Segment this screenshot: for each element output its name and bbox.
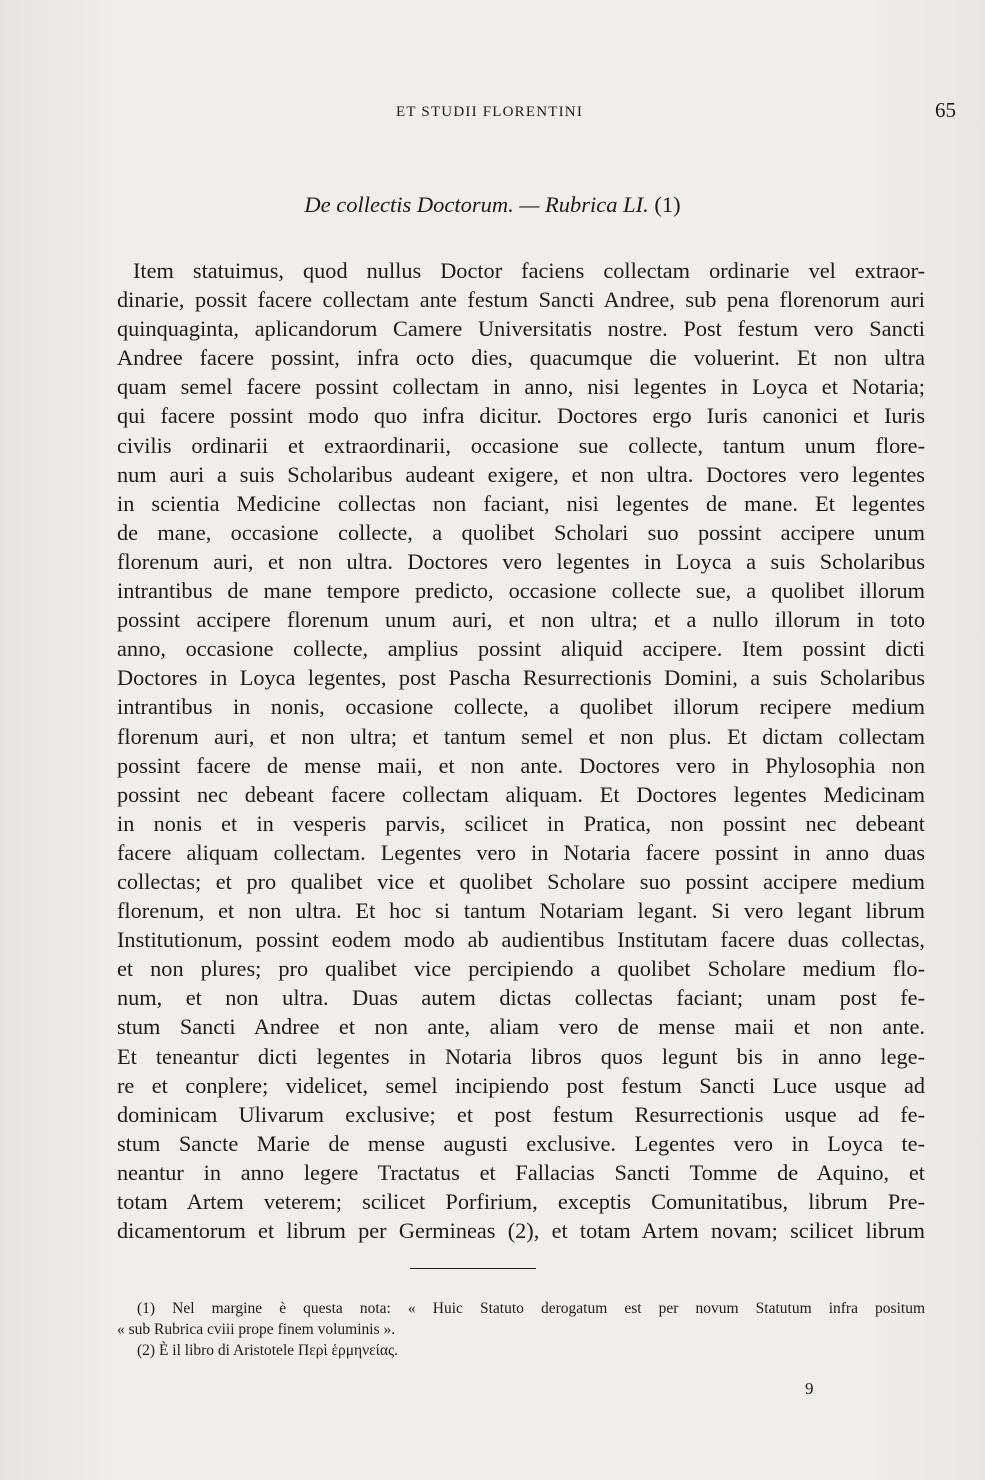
text-line: facere aliquam collectam. Legentes vero in Notaria facere possint in anno duas — [117, 839, 925, 865]
text-line: quinquaginta, aplicandorum Camere Universitatis nostre. Post festum vero Sancti — [117, 316, 925, 342]
footnote-1-line-1: (1) Nel margine è questa nota: « Huic Statuto derogatum est per novum Statutum infra positum — [137, 1300, 925, 1317]
footnote-1-line-2: « sub Rubrica cviii prope finem voluminis ». — [117, 1321, 396, 1338]
text-line: possint facere de mense maii, et non ante. Doctores vero in Phylosophia non — [117, 752, 925, 778]
text-line: qui facere possint modo quo infra dicitur. Doctores ergo Iuris canonici et Iuris — [117, 403, 925, 429]
footnote-2: (2) È il libro di Aristotele Περὶ ἑρμηνείας. — [137, 1342, 398, 1359]
text-line: quam semel facere possint collectam in anno, nisi legentes in Loyca et Notaria; — [117, 374, 925, 400]
text-line: possint accipere florenum unum auri, et non ultra; et a nullo illorum in toto — [117, 607, 925, 633]
text-line: anno, occasione collecte, amplius possint aliquid accipere. Item possint dicti — [117, 636, 925, 662]
text-line: neantur in anno legere Tractatus et Fallacias Sancti Tomme de Aquino, et — [117, 1159, 925, 1185]
text-line: Doctores in Loyca legentes, post Pascha Resurrectionis Domini, a suis Scholaribus — [117, 665, 925, 691]
text-line: possint nec debeant facere collectam aliquam. Et Doctores legentes Medicinam — [117, 781, 925, 807]
section-title: De collectis Doctorum. — Rubrica LI. — [304, 192, 649, 217]
text-line: dicamentorum et librum per Germineas (2), et totam Artem novam; scilicet librum — [117, 1218, 925, 1244]
text-line: florenum, et non ultra. Et hoc si tantum Notariam legant. Si vero legant librum — [117, 898, 925, 924]
text-line: intrantibus de mane tempore predicto, occasione collecte sue, a quolibet illorum — [117, 578, 925, 604]
text-line: in scientia Medicine collectas non faciant, nisi legentes de mane. Et legentes — [117, 490, 925, 516]
text-line: de mane, occasione collecte, a quolibet Scholari suo possint accipere unum — [117, 519, 925, 545]
page-number: 65 — [935, 98, 956, 122]
text-line: Et teneantur dicti legentes in Notaria libros quos legunt bis in anno lege- — [117, 1043, 925, 1069]
text-line: civilis ordinarii et extraordinarii, occasione sue collecte, tantum unum flore- — [117, 432, 925, 458]
footnotes — [117, 1298, 925, 1361]
body-text — [117, 256, 925, 1245]
text-line: et non plures; pro qualibet vice percipiendo a quolibet Scholare medium flo- — [117, 956, 925, 982]
text-line: collectas; et pro qualibet vice et quolibet Scholare suo possint accipere medium — [117, 868, 925, 894]
text-line: dominicam Ulivarum exclusive; et post festum Resurrectionis usque ad fe- — [117, 1101, 925, 1127]
footnote-ref-1: (1) — [654, 192, 681, 217]
signature-mark: 9 — [805, 1379, 814, 1398]
text-line: Institutionum, possint eodem modo ab audientibus Institutam facere duas collectas, — [117, 927, 925, 953]
text-line: stum Sancti Andree et non ante, aliam vero de mense maii et non ante. — [117, 1014, 925, 1040]
text-line: in nonis et in vesperis parvis, scilicet in Pratica, non possint nec debeant — [117, 810, 925, 836]
text-line: dinarie, possit facere collectam ante festum Sancti Andree, sub pena florenorum auri — [117, 287, 925, 313]
text-line: re et conplere; videlicet, semel incipiendo post festum Sancti Luce usque ad — [117, 1072, 925, 1098]
text-line: num auri a suis Scholaribus audeant exigere, et non ultra. Doctores vero legentes — [117, 461, 925, 487]
section-heading — [0, 192, 985, 218]
text-line: totam Artem veterem; scilicet Porfirium, exceptis Comunitatibus, librum Pre- — [117, 1189, 925, 1214]
footnote-divider — [410, 1268, 536, 1269]
text-line: num, et non ultra. Duas autem dictas collectas faciant; unam post fe- — [117, 985, 925, 1011]
text-line: Andree facere possint, infra octo dies, quacumque die voluerint. Et non ultra — [117, 345, 925, 371]
text-line: florenum auri, et non ultra; et tantum semel et non plus. Et dictam collectam — [117, 723, 925, 749]
text-line: Item statuimus, quod nullus Doctor faciens collectam ordinarie vel extraor- — [133, 258, 925, 283]
running-head: ET STUDII FLORENTINI — [396, 104, 584, 120]
text-line: florenum auri, et non ultra. Doctores vero legentes in Loyca a suis Scholaribus — [117, 548, 925, 574]
text-line: intrantibus in nonis, occasione collecte, a quolibet illorum recipere medium — [117, 694, 925, 720]
text-line: stum Sancte Marie de mense augusti exclusive. Legentes vero in Loyca te- — [117, 1130, 925, 1156]
